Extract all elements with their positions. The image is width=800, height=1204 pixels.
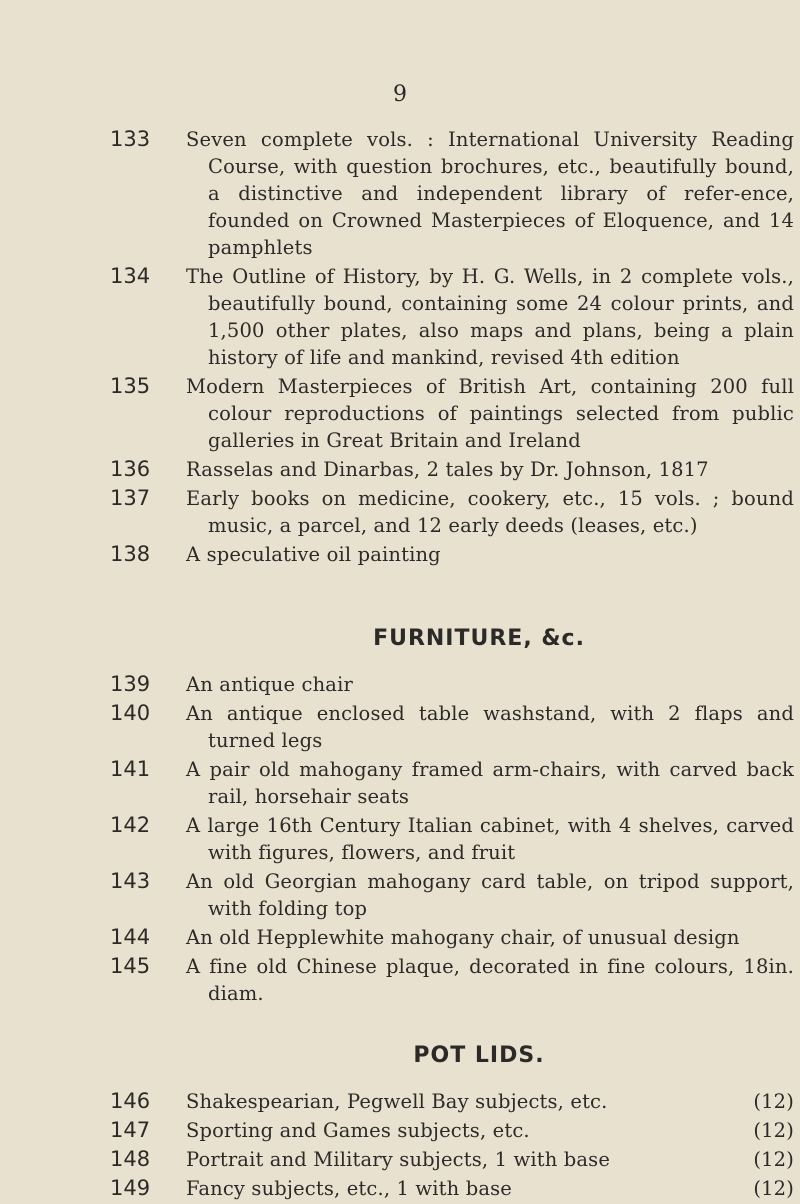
lot-number: 149 — [110, 1176, 151, 1200]
lot-quantity: (12) — [753, 1177, 794, 1200]
lot-description: The Outline of History, by H. G. Wells, in 2 complete vols., beautifully bound, containing some 24 colour prints, and 1,500 other plates, also maps and plans, being a plain history of life and mankind, revised 4th edition — [186, 265, 794, 369]
lot-description: Rasselas and Dinarbas, 2 tales by Dr. Johnson, 1817 — [186, 458, 709, 481]
lot-number: 133 — [110, 127, 151, 151]
lot-description: An antique chair — [186, 673, 353, 696]
lot-number: 137 — [110, 486, 151, 510]
lot-number: 147 — [110, 1118, 151, 1142]
section-heading-pot-lids: POT LIDS. — [413, 1043, 545, 1068]
lot-description — [186, 1117, 794, 1144]
lot-description: Seven complete vols. : International University Reading Course, with question brochures, etc., beautifully bound, a distinctive and independent library of refer-ence, founded on Crowned Masterpieces of Eloquence, and 14 pamphlets — [186, 128, 794, 259]
lot-description: Modern Masterpieces of British Art, containing 200 full colour reproductions of paintings selected from public galleries in Great Britain and Ireland — [186, 375, 794, 452]
lot-item — [0, 263, 800, 371]
lot-description — [186, 1175, 794, 1202]
lot-item — [0, 456, 800, 483]
lot-number: 142 — [110, 813, 151, 837]
lot-text: Fancy subjects, etc., 1 with base — [186, 1177, 512, 1200]
lot-item — [0, 756, 800, 810]
lot-description: A fine old Chinese plaque, decorated in fine colours, 18in. diam. — [186, 955, 794, 1005]
lot-item — [0, 126, 800, 261]
lot-text: Shakespearian, Pegwell Bay subjects, etc. — [186, 1090, 608, 1113]
lot-item — [0, 1175, 800, 1202]
lot-item — [0, 541, 800, 568]
lot-description: A pair old mahogany framed arm-chairs, with carved back rail, horsehair seats — [186, 758, 794, 808]
lot-number: 135 — [110, 374, 151, 398]
lot-item — [0, 812, 800, 866]
lot-number: 144 — [110, 925, 151, 949]
lot-description — [186, 1088, 794, 1115]
lot-number: 134 — [110, 264, 151, 288]
section-heading-furniture: FURNITURE, &c. — [373, 626, 585, 651]
lot-number: 148 — [110, 1147, 151, 1171]
lot-number: 138 — [110, 542, 151, 566]
page-number: 9 — [393, 82, 407, 107]
lot-description: An old Georgian mahogany card table, on tripod support, with folding top — [186, 870, 794, 920]
lot-quantity: (12) — [753, 1090, 794, 1113]
lot-number: 146 — [110, 1089, 151, 1113]
lot-text: Portrait and Military subjects, 1 with base — [186, 1148, 611, 1171]
lot-description: An old Hepplewhite mahogany chair, of unusual design — [186, 926, 740, 949]
lot-number: 140 — [110, 701, 151, 725]
lot-item — [0, 1146, 800, 1173]
lot-description: Early books on medicine, cookery, etc., 15 vols. ; bound music, a parcel, and 12 early deeds (leases, etc.) — [186, 487, 794, 537]
lot-number: 145 — [110, 954, 151, 978]
lot-item — [0, 953, 800, 1007]
lot-quantity: (12) — [753, 1119, 794, 1142]
lot-item — [0, 868, 800, 922]
lot-description: A speculative oil painting — [186, 543, 441, 566]
lot-quantity: (12) — [753, 1148, 794, 1171]
lot-description: An antique enclosed table washstand, with 2 flaps and turned legs — [186, 702, 794, 752]
lot-number: 136 — [110, 457, 151, 481]
lot-number: 143 — [110, 869, 151, 893]
lot-text: Sporting and Games subjects, etc. — [186, 1119, 530, 1142]
lot-description: A large 16th Century Italian cabinet, with 4 shelves, carved with figures, flowers, and fruit — [186, 814, 794, 864]
lot-number: 141 — [110, 757, 151, 781]
lot-item — [0, 1117, 800, 1144]
lot-item — [0, 373, 800, 454]
lot-item — [0, 485, 800, 539]
lot-item — [0, 700, 800, 754]
lot-item — [0, 924, 800, 951]
lot-item — [0, 671, 800, 698]
lot-number: 139 — [110, 672, 151, 696]
lot-description — [186, 1146, 794, 1173]
lot-item — [0, 1088, 800, 1115]
catalogue-content — [0, 126, 800, 1204]
